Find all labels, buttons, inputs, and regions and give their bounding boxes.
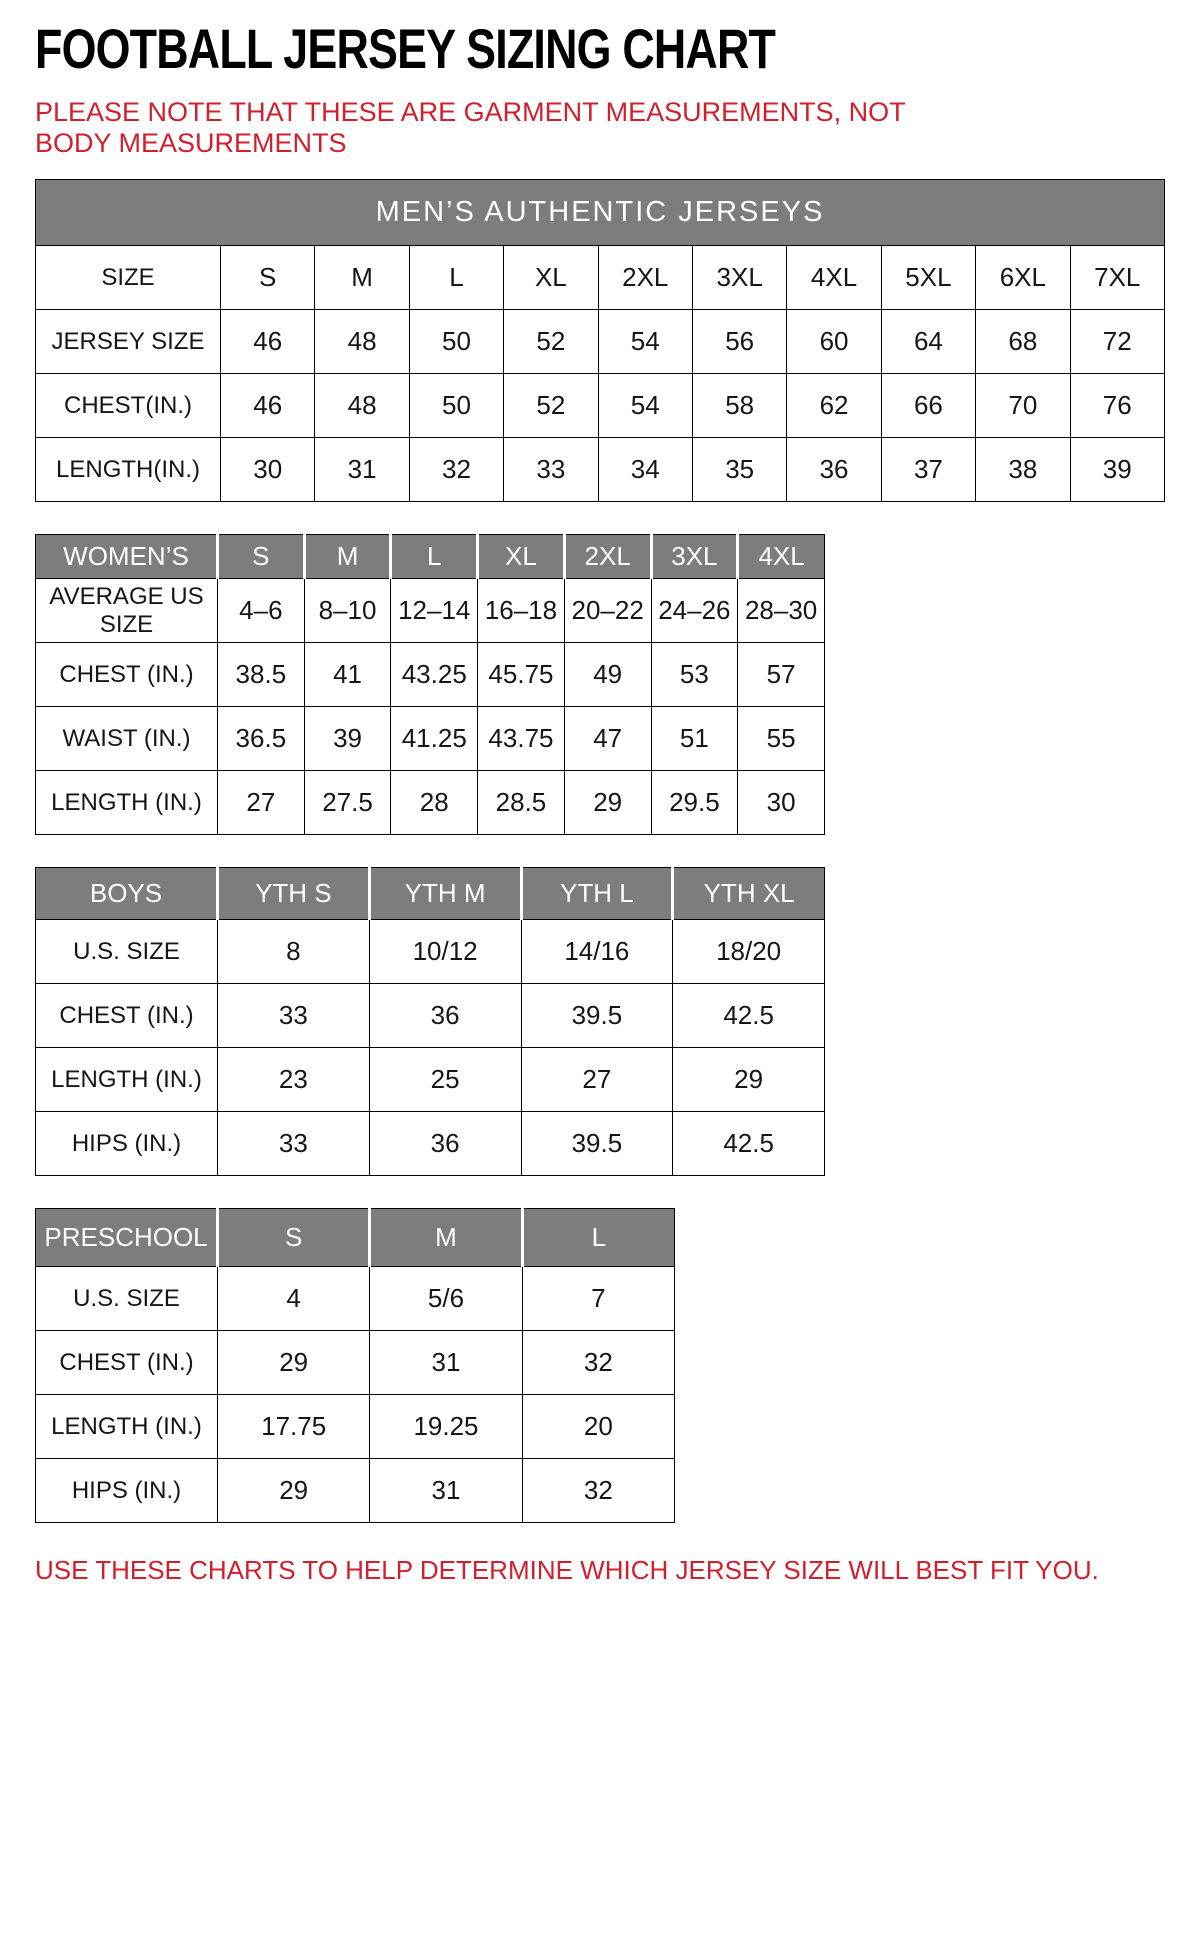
value-cell: 54 <box>598 310 692 374</box>
row-label-cell: WAIST (IN.) <box>36 707 218 771</box>
value-cell: L <box>409 246 503 310</box>
value-cell: 39.5 <box>521 1112 673 1176</box>
page-title: FOOTBALL JERSEY SIZING CHART <box>35 17 776 80</box>
value-cell: 31 <box>315 438 409 502</box>
value-cell: 31 <box>370 1331 522 1395</box>
value-cell: 7 <box>522 1267 674 1331</box>
value-cell: 36 <box>369 1112 521 1176</box>
value-cell: 47 <box>564 707 651 771</box>
row-label-cell: LENGTH (IN.) <box>36 1395 218 1459</box>
value-cell: 53 <box>651 643 738 707</box>
value-cell: 39 <box>1070 438 1164 502</box>
table-header-row <box>36 868 825 920</box>
table-row <box>36 1267 675 1331</box>
value-cell: 39.5 <box>521 984 673 1048</box>
value-cell: 33 <box>504 438 598 502</box>
table-row <box>36 920 825 984</box>
row-label-cell: JERSEY SIZE <box>36 310 221 374</box>
value-cell: 8–10 <box>304 579 391 643</box>
table-row <box>36 984 825 1048</box>
size-column-header: M <box>370 1209 522 1267</box>
value-cell: 51 <box>651 707 738 771</box>
value-cell: 29 <box>218 1459 370 1523</box>
value-cell: 32 <box>409 438 503 502</box>
value-cell: 38.5 <box>218 643 305 707</box>
size-column-header: YTH XL <box>673 868 825 920</box>
value-cell: 5/6 <box>370 1267 522 1331</box>
table-title-cell: WOMEN’S <box>36 535 218 579</box>
value-cell: 4–6 <box>218 579 305 643</box>
value-cell: 48 <box>315 310 409 374</box>
value-cell: 17.75 <box>218 1395 370 1459</box>
table-title-cell: PRESCHOOL <box>36 1209 218 1267</box>
value-cell: 43.25 <box>391 643 478 707</box>
value-cell: 32 <box>522 1331 674 1395</box>
value-cell: 29 <box>218 1331 370 1395</box>
value-cell: 29 <box>564 771 651 835</box>
table-row <box>36 1395 675 1459</box>
table-banner: MEN’S AUTHENTIC JERSEYS <box>36 180 1165 246</box>
value-cell: 30 <box>221 438 315 502</box>
value-cell: 7XL <box>1070 246 1164 310</box>
size-column-header: YTH M <box>369 868 521 920</box>
value-cell: 3XL <box>692 246 786 310</box>
value-cell: 2XL <box>598 246 692 310</box>
value-cell: 36.5 <box>218 707 305 771</box>
table-header-row <box>36 535 825 579</box>
size-column-header: 4XL <box>738 535 825 579</box>
size-column-header: YTH L <box>521 868 673 920</box>
table-row <box>36 374 1165 438</box>
value-cell: 56 <box>692 310 786 374</box>
value-cell: 18/20 <box>673 920 825 984</box>
value-cell: 29 <box>673 1048 825 1112</box>
row-label-cell: U.S. SIZE <box>36 1267 218 1331</box>
value-cell: 12–14 <box>391 579 478 643</box>
row-label-cell: LENGTH (IN.) <box>36 1048 218 1112</box>
value-cell: 70 <box>976 374 1070 438</box>
value-cell: XL <box>504 246 598 310</box>
value-cell: 4 <box>218 1267 370 1331</box>
value-cell: 8 <box>218 920 370 984</box>
value-cell: 20–22 <box>564 579 651 643</box>
value-cell: 49 <box>564 643 651 707</box>
womens-sizing-table <box>35 534 825 835</box>
value-cell: 54 <box>598 374 692 438</box>
value-cell: 33 <box>218 984 370 1048</box>
value-cell: 36 <box>787 438 881 502</box>
value-cell: 36 <box>369 984 521 1048</box>
table-row <box>36 246 1165 310</box>
value-cell: 27 <box>521 1048 673 1112</box>
row-label-cell: AVERAGE US SIZE <box>36 579 218 643</box>
row-label-cell: CHEST (IN.) <box>36 1331 218 1395</box>
value-cell: 62 <box>787 374 881 438</box>
value-cell: 46 <box>221 310 315 374</box>
value-cell: 42.5 <box>673 984 825 1048</box>
table-row <box>36 438 1165 502</box>
row-label-cell: HIPS (IN.) <box>36 1112 218 1176</box>
value-cell: 10/12 <box>369 920 521 984</box>
row-label-cell: LENGTH(IN.) <box>36 438 221 502</box>
size-column-header: S <box>218 535 305 579</box>
value-cell: 50 <box>409 374 503 438</box>
value-cell: 34 <box>598 438 692 502</box>
value-cell: 35 <box>692 438 786 502</box>
size-column-header: L <box>522 1209 674 1267</box>
row-label-cell: CHEST (IN.) <box>36 643 218 707</box>
value-cell: 33 <box>218 1112 370 1176</box>
value-cell: 50 <box>409 310 503 374</box>
value-cell: 52 <box>504 310 598 374</box>
value-cell: 60 <box>787 310 881 374</box>
value-cell: 19.25 <box>370 1395 522 1459</box>
value-cell: 45.75 <box>478 643 565 707</box>
value-cell: 27 <box>218 771 305 835</box>
value-cell: 72 <box>1070 310 1164 374</box>
table-title-cell: BOYS <box>36 868 218 920</box>
value-cell: 28.5 <box>478 771 565 835</box>
value-cell: 57 <box>738 643 825 707</box>
footer-note: USE THESE CHARTS TO HELP DETERMINE WHICH JERSEY SIZE WILL BEST FIT YOU. <box>35 1555 1099 1586</box>
table-row <box>36 771 825 835</box>
size-column-header: 2XL <box>564 535 651 579</box>
value-cell: 41 <box>304 643 391 707</box>
value-cell: 29.5 <box>651 771 738 835</box>
value-cell: 6XL <box>976 246 1070 310</box>
value-cell: 39 <box>304 707 391 771</box>
size-column-header: S <box>218 1209 370 1267</box>
table-row <box>36 310 1165 374</box>
table-row <box>36 643 825 707</box>
value-cell: 4XL <box>787 246 881 310</box>
value-cell: 58 <box>692 374 786 438</box>
value-cell: 20 <box>522 1395 674 1459</box>
table-row <box>36 1112 825 1176</box>
value-cell: M <box>315 246 409 310</box>
value-cell: 48 <box>315 374 409 438</box>
value-cell: 27.5 <box>304 771 391 835</box>
value-cell: 38 <box>976 438 1070 502</box>
row-label-cell: SIZE <box>36 246 221 310</box>
value-cell: 28 <box>391 771 478 835</box>
value-cell: 25 <box>369 1048 521 1112</box>
size-column-header: XL <box>478 535 565 579</box>
value-cell: 16–18 <box>478 579 565 643</box>
table-row <box>36 579 825 643</box>
value-cell: 37 <box>881 438 975 502</box>
value-cell: 41.25 <box>391 707 478 771</box>
preschool-sizing-table <box>35 1208 675 1523</box>
row-label-cell: CHEST (IN.) <box>36 984 218 1048</box>
garment-measurement-note: PLEASE NOTE THAT THESE ARE GARMENT MEASUREMENTS, NOT BODY MEASUREMENTS <box>35 97 906 159</box>
value-cell: 43.75 <box>478 707 565 771</box>
size-column-header: L <box>391 535 478 579</box>
value-cell: 32 <box>522 1459 674 1523</box>
mens-authentic-jerseys-table <box>35 179 1165 502</box>
row-label-cell: LENGTH (IN.) <box>36 771 218 835</box>
row-label-cell: CHEST(IN.) <box>36 374 221 438</box>
value-cell: 64 <box>881 310 975 374</box>
boys-sizing-table <box>35 867 825 1176</box>
value-cell: 76 <box>1070 374 1164 438</box>
value-cell: 31 <box>370 1459 522 1523</box>
table-banner-row <box>36 180 1165 246</box>
value-cell: 68 <box>976 310 1070 374</box>
value-cell: 42.5 <box>673 1112 825 1176</box>
table-row <box>36 1459 675 1523</box>
table-row <box>36 707 825 771</box>
value-cell: 55 <box>738 707 825 771</box>
table-row <box>36 1331 675 1395</box>
value-cell: 28–30 <box>738 579 825 643</box>
row-label-cell: U.S. SIZE <box>36 920 218 984</box>
table-row <box>36 1048 825 1112</box>
size-column-header: YTH S <box>218 868 370 920</box>
value-cell: 46 <box>221 374 315 438</box>
table-header-row <box>36 1209 675 1267</box>
row-label-cell: HIPS (IN.) <box>36 1459 218 1523</box>
size-column-header: 3XL <box>651 535 738 579</box>
value-cell: 24–26 <box>651 579 738 643</box>
value-cell: 52 <box>504 374 598 438</box>
value-cell: 30 <box>738 771 825 835</box>
value-cell: S <box>221 246 315 310</box>
value-cell: 66 <box>881 374 975 438</box>
value-cell: 14/16 <box>521 920 673 984</box>
value-cell: 23 <box>218 1048 370 1112</box>
value-cell: 5XL <box>881 246 975 310</box>
size-column-header: M <box>304 535 391 579</box>
